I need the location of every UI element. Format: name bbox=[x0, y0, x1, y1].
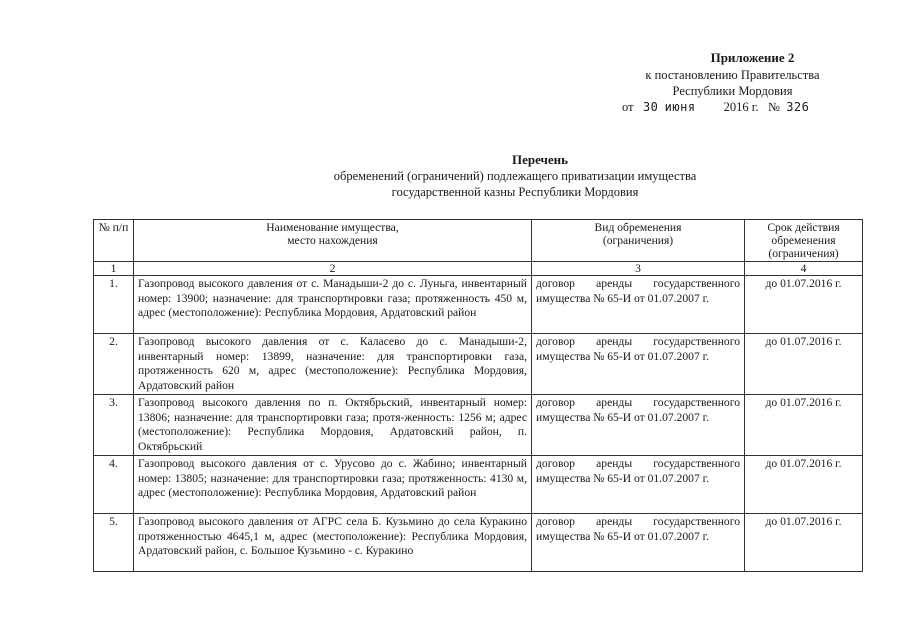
table-index-row bbox=[94, 262, 863, 276]
date-month: июня bbox=[664, 100, 696, 114]
row-term: до 01.07.2016 г. bbox=[745, 334, 863, 395]
date-day: 30 bbox=[642, 100, 659, 114]
row-num: 2. bbox=[94, 334, 134, 395]
table-row bbox=[94, 395, 863, 456]
table-row bbox=[94, 514, 863, 572]
index-cell: 1 bbox=[94, 262, 134, 276]
appendix-line-2: Республики Мордовия bbox=[672, 84, 793, 98]
appendix-date-line bbox=[610, 99, 855, 115]
encumbrance-table bbox=[93, 219, 863, 572]
row-num: 4. bbox=[94, 456, 134, 514]
row-name: Газопровод высокого давления по п. Октябрьский, инвентарный номер: 13806; назначение: для транспортировки газа; протя-женность: 1256 м; адрес (местоположение): Республика Мордовия, Ардатовский район, п. Октябрьский bbox=[134, 395, 532, 456]
row-encumbrance: договор аренды государственного имущества № 65-И от 01.07.2007 г. bbox=[532, 395, 745, 456]
row-term: до 01.07.2016 г. bbox=[745, 514, 863, 572]
header-encumbrance: Вид обременения (ограничения) bbox=[532, 220, 745, 262]
row-term: до 01.07.2016 г. bbox=[745, 276, 863, 334]
header-num: № п/п bbox=[94, 220, 134, 262]
number-sign: № bbox=[768, 100, 780, 114]
index-cell: 2 bbox=[134, 262, 532, 276]
appendix-header bbox=[610, 50, 855, 115]
table-row bbox=[94, 456, 863, 514]
date-year: 2016 г. bbox=[723, 100, 759, 114]
row-num: 5. bbox=[94, 514, 134, 572]
row-encumbrance: договор аренды государственного имущества № 65-И от 01.07.2007 г. bbox=[532, 514, 745, 572]
table-header-row bbox=[94, 220, 863, 262]
row-term: до 01.07.2016 г. bbox=[745, 395, 863, 456]
table-row bbox=[94, 334, 863, 395]
date-prefix: от bbox=[622, 100, 634, 114]
table-row bbox=[94, 276, 863, 334]
appendix-line-1: к постановлению Правительства bbox=[645, 68, 820, 82]
header-name: Наименование имущества, место нахождения bbox=[134, 220, 532, 262]
appendix-title: Приложение 2 bbox=[710, 50, 795, 65]
index-cell: 4 bbox=[745, 262, 863, 276]
row-name: Газопровод высокого давления от с. Манадыши-2 до с. Луньга, инвентарный номер: 13900; назначение: для транспортировки газа; протяженность 450 м, адрес (местоположение): Республика Мордовия, Ардатовский район bbox=[134, 276, 532, 334]
row-num: 3. bbox=[94, 395, 134, 456]
header-term: Срок действия обременения (ограничения) bbox=[745, 220, 863, 262]
heading-line-2: государственной казны Республики Мордовия bbox=[391, 185, 639, 199]
document-heading bbox=[280, 152, 750, 200]
index-cell: 3 bbox=[532, 262, 745, 276]
row-encumbrance: договор аренды государственного имущества № 65-И от 01.07.2007 г. bbox=[532, 334, 745, 395]
row-encumbrance: договор аренды государственного имущества № 65-И от 01.07.2007 г. bbox=[532, 276, 745, 334]
row-num: 1. bbox=[94, 276, 134, 334]
document-number: 326 bbox=[786, 100, 810, 114]
row-name: Газопровод высокого давления от АГРС села Б. Кузьмино до села Куракино протяженностью 4645,1 м, адрес (местоположение): Республика Мордовия, Ардатовский район, с. Большое Кузьмино - с. Куракино bbox=[134, 514, 532, 572]
row-name: Газопровод высокого давления от с. Урусово до с. Жабино; инвентарный номер: 13805; назначение: для транспортировки газа; протяженность: 4130 м, адрес (местоположение): Республика Мордовия, Ардатовский район bbox=[134, 456, 532, 514]
heading-line-1: обременений (ограничений) подлежащего приватизации имущества bbox=[333, 169, 697, 183]
row-encumbrance: договор аренды государственного имущества № 65-И от 01.07.2007 г. bbox=[532, 456, 745, 514]
row-term: до 01.07.2016 г. bbox=[745, 456, 863, 514]
row-name: Газопровод высокого давления от с. Каласево до с. Манадыши-2, инвентарный номер: 13899, назначение: для транспортировки газа, протяженность 620 м, адрес (местоположение): Республика Мордовия, Ардатовский район bbox=[134, 334, 532, 395]
heading-title: Перечень bbox=[511, 152, 569, 167]
